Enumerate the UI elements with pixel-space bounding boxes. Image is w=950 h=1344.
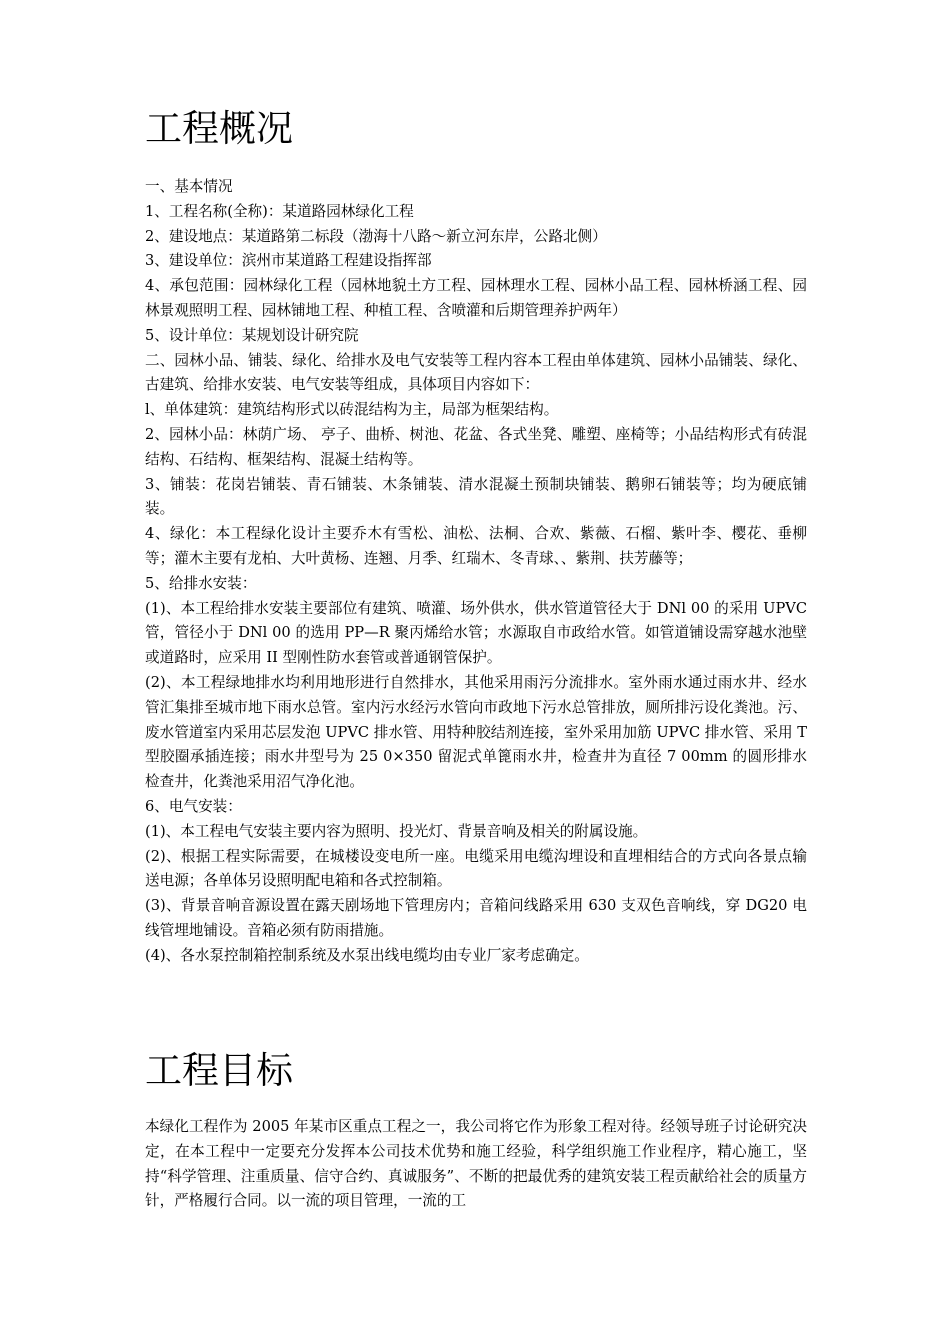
paragraph: 4、承包范围：园林绿化工程（园林地貌土方工程、园林理水工程、园林小品工程、园林桥涵工程、园林景观照明工程、园林铺地工程、种植工程、含喷灌和后期管理养护两年） xyxy=(145,277,807,319)
paragraph: (2)、本工程绿地排水均利用地形进行自然排水，其他采用雨污分流排水。室外雨水通过雨水井、经水管汇集排至城市地下雨水总管。室内污水经污水管向市政地下污水总管排放，厕所排污设化粪池。污、废水管道室内采用芯层发泡 UPVC 排水管、用特种胶结剂连接，室外采用加筋 UPVC 排水管、采用 T 型胶圈承插连接；雨水井型号为 25 0×350 留泥式单篦雨水井，检查井为直径 7 00mm 的圆形排水检查井，化粪池采用沼气净化池。 xyxy=(145,673,807,791)
paragraph: (1)、本工程电气安装主要内容为照明、投光灯、背景音响及相关的附属设施。 xyxy=(145,822,648,840)
section-heading-overview: 工程概况 xyxy=(145,107,293,150)
paragraph: 3、建设单位：滨州市某道路工程建设指挥部 xyxy=(145,252,432,270)
paragraph: 5、给排水安装： xyxy=(145,574,257,592)
paragraph: 3、铺装：花岗岩铺装、青石铺装、木条铺装、清水混凝土预制块铺装、鹅卵石铺装等；均为硬底铺装。 xyxy=(145,475,807,518)
paragraph: (2)、根据工程实际需要，在城楼设变电所一座。电缆采用电缆沟埋设和直埋相结合的方式向各景点输送电源；各单体另设照明配电箱和各式控制箱。 xyxy=(145,847,807,890)
paragraph: l、单体建筑：建筑结构形式以砖混结构为主，局部为框架结构。 xyxy=(145,401,559,419)
section-body-overview xyxy=(145,175,807,969)
paragraph: (4)、各水泵控制箱控制系统及水泵出线电缆均由专业厂家考虑确定。 xyxy=(145,946,589,964)
section-heading-goals: 工程目标 xyxy=(145,1049,293,1092)
paragraph: 二、园林小品、铺装、绿化、给排水及电气安装等工程内容本工程由单体建筑、园林小品铺装、绿化、古建筑、给排水安装、电气安装等组成，具体项目内容如下： xyxy=(145,351,807,394)
paragraph: 2、园林小品：林荫广场、 亭子、曲桥、树池、花盆、各式坐凳、雕塑、座椅等；小品结构形式有砖混结构、石结构、框架结构、混凝土结构等。 xyxy=(145,425,807,468)
paragraph: (3)、背景音响音源设置在露天剧场地下管理房内；音箱问线路采用 630 支双色音响线，穿 DG20 电线管埋地铺设。音箱必须有防雨措施。 xyxy=(145,897,807,939)
paragraph: 本绿化工程作为 2005 年某市区重点工程之一，我公司将它作为形象工程对待。经领导班子讨论研究决定，在本工程中一定要充分发挥本公司技术优势和施工经验，科学组织施工作业程序，精心施工，坚持“科学管理、注重质量、信守合约、真诚服务”、不断的把最优秀的建筑安装工程贡献给社会的质量方针，严格履行合同。以一流的项目管理，一流的工 xyxy=(145,1118,807,1210)
paragraph: 一、基本情况 xyxy=(145,178,233,195)
paragraph: (1)、本工程给排水安装主要部位有建筑、喷灌、场外供水，供水管道管径大于 DNl 00 的采用 UPVC 管，管径小于 DNl 00 的选用 PP—R 聚丙烯给水管；水源取自市政给水管。如管道铺设需穿越水池壁或道路时，应采用 II 型刚性防水套管或普通钢管保护。 xyxy=(145,599,807,667)
paragraph: 6、电气安装： xyxy=(145,797,242,815)
section-body-goals xyxy=(145,1115,807,1214)
paragraph: 2、建设地点：某道路第二标段（渤海十八路～新立河东岸，公路北侧） xyxy=(145,227,607,245)
paragraph: 5、设计单位：某规划设计研究院 xyxy=(145,326,359,344)
paragraph: 1、工程名称(全称)：某道路园林绿化工程 xyxy=(145,202,414,220)
paragraph: 4、绿化：本工程绿化设计主要乔木有雪松、油松、法桐、合欢、紫薇、石榴、紫叶李、樱花、垂柳等；灌木主要有龙柏、大叶黄杨、连翘、月季、红瑞木、冬青球、、紫荆、扶芳藤等； xyxy=(145,525,807,567)
